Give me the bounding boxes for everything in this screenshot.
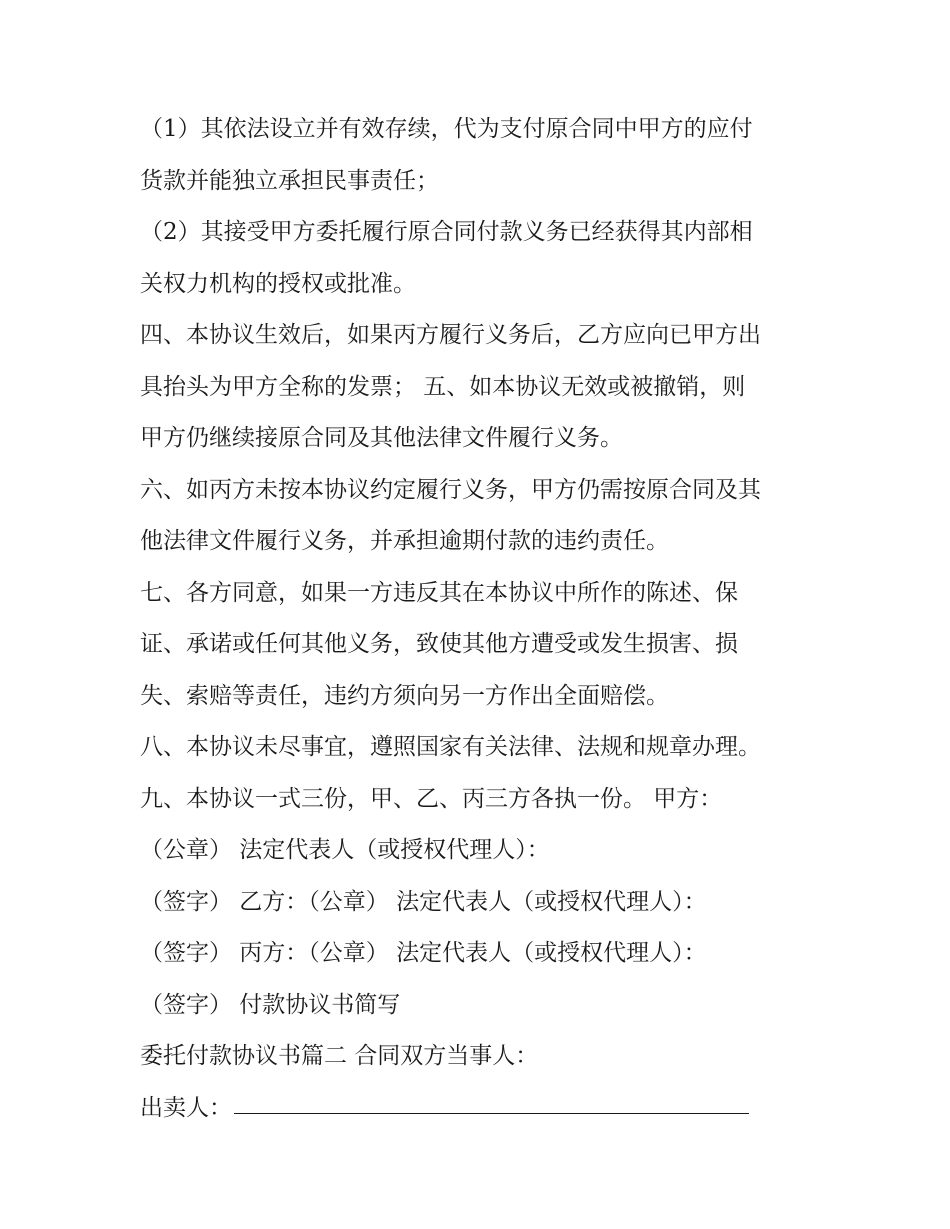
- text-line: （1）其依法设立并有效存续，代为支付原合同中甲方的应付: [140, 116, 753, 142]
- text-line: 九、本协议一式三份，甲、乙、丙三方各执一份。 甲方：: [140, 785, 723, 812]
- text-line: （2）其接受甲方委托履行原合同付款义务已经获得其内部相: [140, 219, 753, 245]
- signature-line-party-a: （公章） 法定代表人（或授权代理人）：: [140, 837, 550, 863]
- document-body: [140, 104, 830, 1134]
- signature-line-party-b: （签字） 乙方：（公章） 法定代表人（或授权代理人）：: [140, 888, 707, 915]
- text-line: 他法律文件履行义务，并承担逾期付款的违约责任。: [140, 528, 669, 554]
- text-line: （签字） 付款协议书简写: [140, 991, 401, 1018]
- text-line: 证、承诺或任何其他义务，致使其他方遭受或发生损害、损: [140, 631, 738, 657]
- text-line: 四、本协议生效后，如果丙方履行义务后，乙方应向已甲方出: [140, 322, 761, 348]
- text-line: 货款并能独立承担民事责任；: [140, 167, 439, 194]
- text-line: 具抬头为甲方全称的发票； 五、如本协议无效或被撤销，则: [140, 373, 746, 400]
- section-heading: 委托付款协议书篇二 合同双方当事人：: [140, 1043, 539, 1069]
- seller-field-row: [140, 1083, 830, 1135]
- text-line: 关权力机构的授权或批准。: [140, 270, 416, 297]
- seller-label: 出卖人：: [140, 1094, 232, 1121]
- text-line: 六、如丙方未按本协议约定履行义务，甲方仍需按原合同及其: [140, 476, 761, 503]
- text-line: 八、本协议未尽事宜，遵照国家有关法律、法规和规章办理。: [140, 734, 761, 760]
- text-line: 七、各方同意，如果一方违反其在本协议中所作的陈述、保: [140, 579, 738, 606]
- text-line: 失、索赔等责任，违约方须向另一方作出全面赔偿。: [140, 682, 669, 709]
- signature-line-party-c: （签字） 丙方：（公章） 法定代表人（或授权代理人）：: [140, 940, 707, 966]
- seller-blank-line: [234, 1083, 749, 1114]
- text-line: 甲方仍继续接原合同及其他法律文件履行义务。: [140, 425, 623, 451]
